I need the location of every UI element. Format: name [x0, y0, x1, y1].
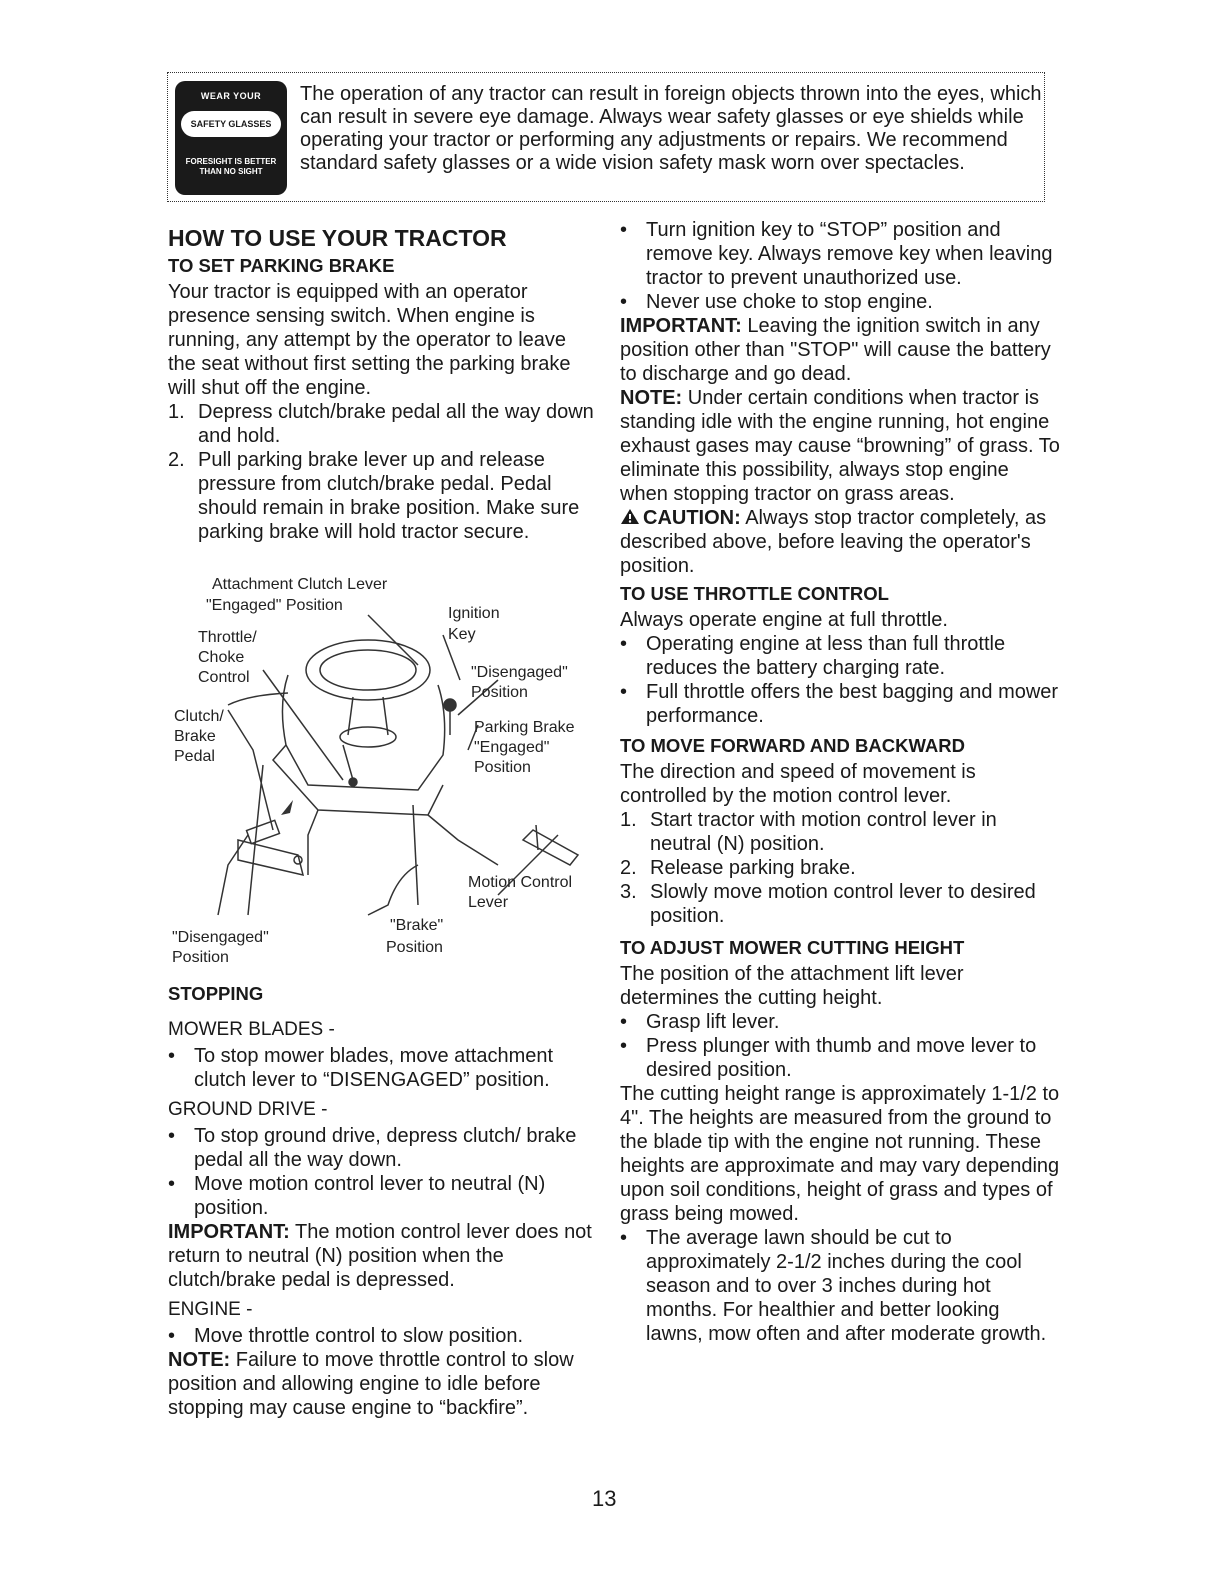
label-pedal: Pedal	[174, 748, 215, 765]
list-item-text: Operating engine at less than full throttle reduces the battery charging rate.	[646, 633, 1006, 679]
list-item-text: Never use choke to stop engine.	[646, 291, 933, 313]
list-item	[168, 1124, 598, 1172]
warning-text: The operation of any tractor can result in foreign objects thrown into the eyes, which can result in severe eye damage. Always wear safety glasses or eye shields while operating your tractor or performing any adjustments or repairs. We recommend standard safety glasses or a wide vision safety mask worn over spectacles.	[300, 83, 1042, 174]
motion-lever-plate	[523, 830, 578, 865]
bullet-icon: •	[620, 1035, 628, 1057]
note-text: Failure to move throttle control to slow position and allowing engine to idle before stopping may cause engine to “backfire”.	[168, 1349, 574, 1419]
list-item	[168, 1172, 598, 1220]
label-choke: Choke	[198, 649, 245, 666]
warning-triangle-icon	[620, 508, 640, 525]
label-brake: Brake	[174, 728, 216, 745]
bullet-icon: •	[620, 681, 628, 703]
dash-lower	[273, 745, 443, 815]
parking-brake-heading: TO SET PARKING BRAKE	[168, 255, 395, 276]
label-disengaged-top: "Disengaged"	[471, 664, 568, 681]
label-engaged-position: "Engaged" Position	[206, 597, 343, 614]
label-lever: Lever	[468, 894, 509, 911]
note	[168, 1348, 598, 1420]
right-column	[620, 218, 1060, 1346]
list-item	[620, 1034, 1060, 1082]
step-number: 2.	[620, 857, 637, 879]
step-text: Pull parking brake lever up and release pressure from clutch/brake pedal. Pedal should remain in brake position. Make sure parking brake will hold tractor secure.	[198, 449, 580, 543]
bullet-icon: •	[168, 1045, 176, 1067]
throttle-intro: Always operate engine at full throttle.	[620, 609, 948, 631]
bullet-icon: •	[620, 219, 628, 241]
important-text: The motion control lever does not return to neutral (N) position when the clutch/brake pedal is depressed.	[168, 1221, 592, 1291]
note-text: Under certain conditions when tractor is standing idle with the engine running, hot engine exhaust gases may cause “browning” of grass. To eliminate this possibility, always stop engine when stopping tractor on grass areas.	[620, 387, 1060, 505]
fender-line	[368, 865, 418, 915]
parking-brake-knob	[444, 699, 456, 711]
cutting-range: The cutting height range is approximately 1-1/2 to 4". The heights are measured from the ground to the blade tip with the engine not running. These heights are approximate and may vary depending upon soil conditions, height of grass and types of grass being mowed.	[620, 1083, 1060, 1225]
important-label: IMPORTANT:	[620, 315, 742, 337]
label-ignition: Ignition	[448, 605, 500, 622]
stopping-heading: STOPPING	[168, 983, 264, 1004]
page-title: HOW TO USE YOUR TRACTOR	[168, 225, 507, 251]
list-item	[168, 1324, 598, 1348]
label-position-pb: Position	[474, 759, 531, 776]
important-note	[168, 1220, 598, 1292]
list-item	[620, 1010, 1060, 1034]
bullet-icon: •	[168, 1325, 176, 1347]
tractor-controls-diagram	[168, 575, 608, 975]
list-item	[620, 290, 1060, 314]
bullet-icon: •	[168, 1125, 176, 1147]
list-item-text: Move motion control lever to neutral (N) position.	[194, 1173, 546, 1219]
list-item	[620, 218, 1060, 290]
ground-drive-label: GROUND DRIVE -	[168, 1099, 328, 1120]
floor-line	[308, 810, 498, 875]
page-number: 13	[592, 1486, 617, 1511]
bullet-icon: •	[620, 1227, 628, 1249]
move-intro: The direction and speed of movement is controlled by the motion control lever.	[620, 761, 976, 807]
label-disengaged-bottom: "Disengaged"	[172, 929, 269, 946]
throttle-lever	[343, 745, 353, 780]
badge-bottom-text: FORESIGHT IS BETTER THAN NO SIGHT	[185, 157, 277, 176]
caution-label: CAUTION:	[643, 507, 741, 529]
label-engaged: "Engaged"	[474, 739, 550, 756]
steering-base	[340, 727, 396, 747]
step-number: 2.	[168, 449, 185, 471]
label-position-brake: Position	[386, 939, 443, 956]
list-item	[168, 448, 598, 544]
caution-note	[620, 506, 1060, 578]
list-item-text: Grasp lift lever.	[646, 1011, 780, 1033]
label-attachment-clutch: Attachment Clutch Lever	[212, 576, 388, 593]
label-position-top: Position	[471, 684, 528, 701]
arrow-icon	[281, 800, 293, 815]
move-heading: TO MOVE FORWARD AND BACKWARD	[620, 735, 965, 756]
caution-text: Always stop tractor completely, as described above, before leaving the operator's position.	[620, 507, 1047, 577]
left-column	[168, 224, 598, 544]
throttle-heading: TO USE THROTTLE CONTROL	[620, 583, 889, 604]
step-text: Start tractor with motion control lever in neutral (N) position.	[650, 809, 997, 855]
leader-brake	[413, 805, 418, 905]
list-item-text: To stop mower blades, move attachment clutch lever to “DISENGAGED” position.	[194, 1045, 554, 1091]
list-item	[620, 808, 1060, 856]
badge-top-text: WEAR YOUR	[200, 91, 262, 101]
list-item-text: Move throttle control to slow position.	[194, 1325, 524, 1347]
note-label: NOTE:	[620, 387, 683, 409]
dash-panel	[282, 675, 444, 790]
important-note	[620, 314, 1060, 386]
list-item	[620, 1226, 1060, 1346]
badge-middle-text: SAFETY GLASSES	[181, 111, 281, 137]
steering-column	[348, 697, 388, 735]
leader-throttle	[263, 670, 343, 780]
step-number: 1.	[620, 809, 637, 831]
note-label: NOTE:	[168, 1349, 231, 1371]
hood-line	[228, 693, 288, 705]
bullet-icon: •	[620, 1011, 628, 1033]
cutting-heading: TO ADJUST MOWER CUTTING HEIGHT	[620, 937, 965, 958]
label-motion-control: Motion Control	[468, 874, 573, 891]
list-item-text: To stop ground drive, depress clutch/ brake pedal all the way down.	[194, 1125, 577, 1171]
step-text: Depress clutch/brake pedal all the way down and hold.	[198, 401, 594, 447]
parking-brake-intro: Your tractor is equipped with an operator presence sensing switch. When engine is running, any attempt by the operator to leave the seat without first setting the parking brake will shut off the engine.	[168, 281, 571, 399]
label-brake-quoted: "Brake"	[390, 917, 444, 934]
list-item-text: The average lawn should be cut to approximately 2-1/2 inches during the cool season and to over 3 inches during hot months. For healthier and better looking lawns, mow often and after moderate growth.	[646, 1227, 1047, 1345]
list-item	[168, 1044, 598, 1092]
mower-blades-label: MOWER BLADES -	[168, 1019, 335, 1040]
safety-warning-box	[167, 72, 1045, 202]
pedal-arm	[218, 835, 248, 915]
leader-clutch	[228, 710, 273, 830]
steering-wheel-rim	[306, 640, 430, 700]
label-throttle: Throttle/	[198, 629, 257, 646]
step-text: Slowly move motion control lever to desired position.	[650, 881, 1036, 927]
important-text: Leaving the ignition switch in any position other than "STOP" will cause the battery to discharge and go dead.	[620, 315, 1051, 385]
engine-label: ENGINE -	[168, 1299, 253, 1320]
step-number: 3.	[620, 881, 637, 903]
step-number: 1.	[168, 401, 185, 423]
bullet-icon: •	[620, 291, 628, 313]
pedal-bracket	[238, 840, 303, 875]
label-parking-brake: Parking Brake	[474, 719, 575, 736]
cutting-intro: The position of the attachment lift lever determines the cutting height.	[620, 963, 964, 1009]
list-item-text: Press plunger with thumb and move lever to desired position.	[646, 1035, 1037, 1081]
bullet-icon: •	[620, 633, 628, 655]
list-item	[620, 680, 1060, 728]
safety-glasses-badge	[175, 81, 287, 195]
note	[620, 386, 1060, 506]
stopping-section	[168, 982, 598, 1420]
list-item-text: Turn ignition key to “STOP” position and remove key. Always remove key when leaving tractor to prevent unauthorized use.	[646, 219, 1053, 289]
step-text: Release parking brake.	[650, 857, 856, 879]
important-label: IMPORTANT:	[168, 1221, 290, 1243]
clutch-pedal	[247, 820, 280, 843]
steering-wheel-inner	[320, 650, 416, 690]
label-clutch: Clutch/	[174, 708, 224, 725]
label-control: Control	[198, 669, 250, 686]
list-item-text: Full throttle offers the best bagging and mower performance.	[646, 681, 1059, 727]
bullet-icon: •	[168, 1173, 176, 1195]
throttle-knob	[349, 778, 357, 786]
list-item	[620, 856, 1060, 880]
list-item	[168, 400, 598, 448]
list-item	[620, 632, 1060, 680]
list-item	[620, 880, 1060, 928]
label-position-bottom: Position	[172, 949, 229, 966]
label-key: Key	[448, 626, 476, 643]
